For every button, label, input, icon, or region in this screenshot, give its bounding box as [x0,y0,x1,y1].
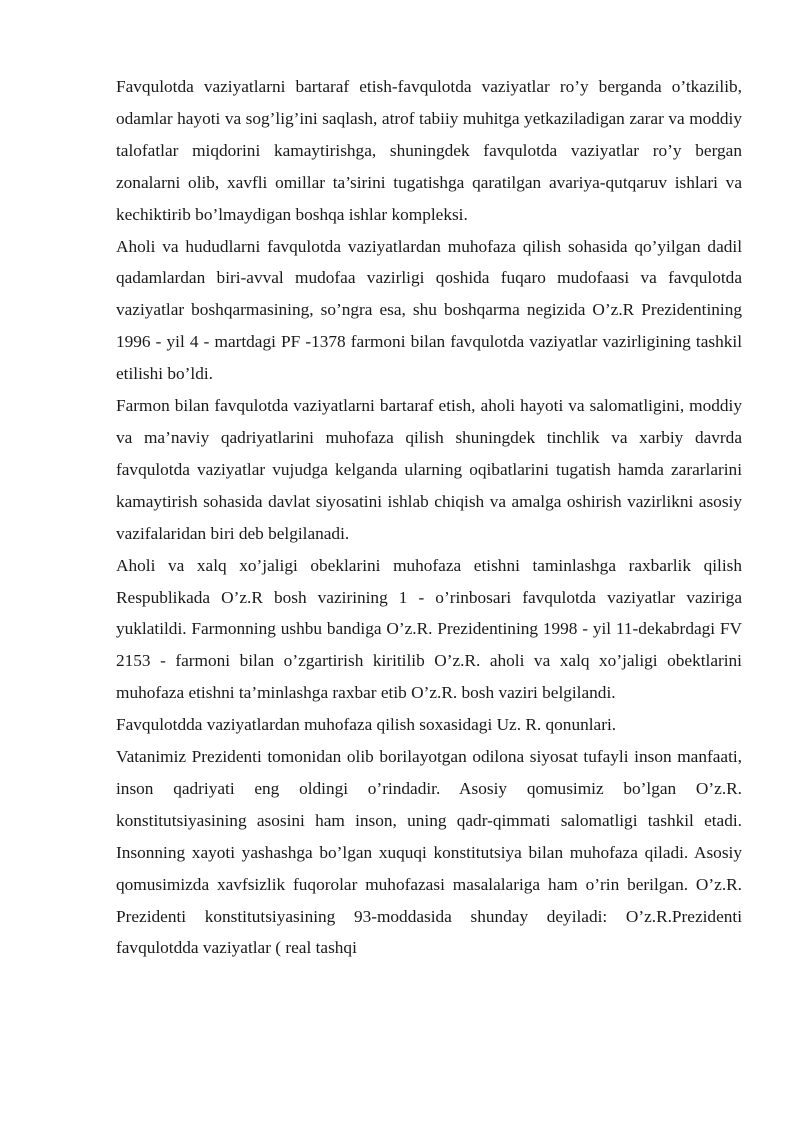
section-heading-laws: Favqulotdda vaziyatlardan muhofaza qilish soxasidagi Uz. R. qonunlari. [116,715,617,735]
paragraph-decree-tasks: Farmon bilan favqulotda vaziyatlarni bartaraf etish, aholi hayoti va salomatligini, moddiy va ma’naviy qadriyatlarini muhofaza qilish shuningdek tinchlik va xarbiy davrda favqulotda vaziyatlar vujudga kelganda ularning oqibatlarini tugatish hamda zararlarini kamaytirish sohasida davlat siyosatini ishlab chiqish va amalga oshirish vazirlikni asosiy vazifalaridan biri deb belgilanadi. [116,396,742,543]
paragraph-ministry-history: Aholi va hududlarni favqulotda vaziyatlardan muhofaza qilish sohasida qo’yilgan dadil qadamlardan biri-avval mudofaa vazirligi qoshida fuqaro mudofaasi va favqulotda vaziyatlar boshqarmasining, so’ngra esa, shu boshqarma negizida O’z.R Prezidentining 1996 - yil 4 - martdagi PF -1378 farmoni bilan favqulotda vaziyatlar vazirligining tashkil etilishi bo’ldi. [116,236,742,384]
paragraph-constitution: Vatanimiz Prezidenti tomonidan olib borilayotgan odilona siyosat tufayli inson manfaati, inson qadriyati eng oldingi o’rindadir. Asosiy qomusimiz bo’lgan O’z.R. konstitutsiyasining asosini ham inson, uning qadr-qimmati salomatligi tashkil etadi. Insonning xayoti yashashga bo’lgan xuquqi konstitutsiya bilan muhofaza qiladi. Asosiy qomusimizda xavfsizlik fuqorolar muhofazasi masalalariga ham o’rin berilgan. O’z.R. Prezidenti konstitutsiyasining 93-moddasida shunday deyiladi: O’z.R.Prezidenti favqulotdda vaziyatlar ( real tashqi [116,747,742,958]
paragraph-emergency-definition: Favqulotda vaziyatlarni bartaraf etish-favqulotda vaziyatlar ro’y berganda o’tkazilib, odamlar hayoti va sog’lig’ini saqlash, atrof tabiiy muhitga yetkaziladigan zarar va moddiy talofatlar miqdorini kamaytirishga, shuningdek favqulotda vaziyatlar ro’y bergan zonalarni olib, xavfli omillar ta’sirini tugatishga qaratilgan avariya-qutqaruv ishlari va kechiktirib bo’lmaydigan boshqa ishlar kompleksi. [116,77,742,224]
paragraph-leadership-assignment: Aholi va xalq xo’jaligi obeklarini muhofaza etishni taminlashga raxbarlik qilish Respublikada O’z.R bosh vazirining 1 - o’rinbosari favqulotda vaziyatlar vaziriga yuklatildi. Farmonning ushbu bandiga O’z.R. Prezidentining 1998 - yil 11-dekabrdagi FV 2153 - farmoni bilan o’zgartirish kiritilib O’z.R. aholi va xalq xo’jaligi obektlarini muhofaza etishni ta’minlashga raxbar etib O’z.R. bosh vaziri belgilandi. [116,555,742,703]
document-page [116,71,742,964]
